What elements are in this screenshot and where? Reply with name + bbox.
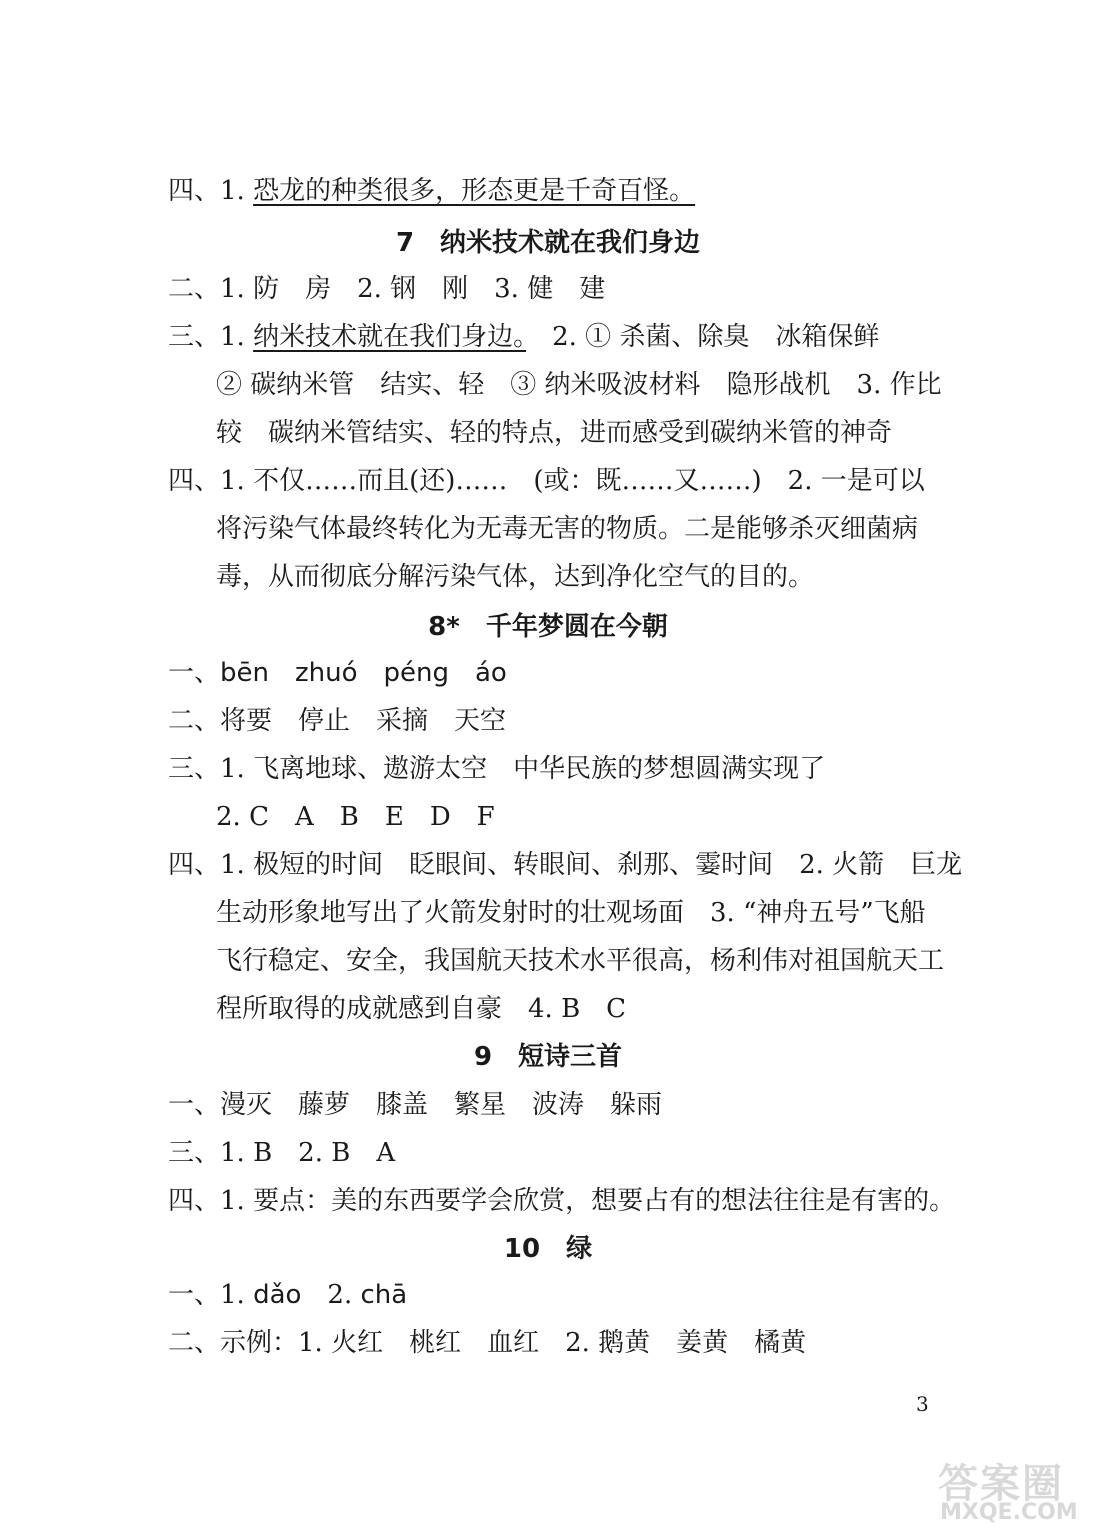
section-title-10: 10 绿	[503, 1234, 593, 1264]
underlined-answer: 纳米技术就在我们身边。	[253, 322, 527, 352]
answer-line: 2. C A B E D F	[216, 802, 495, 832]
answer-line: 一、漫灭 藤萝 膝盖 繁星 波涛 躲雨	[168, 1090, 663, 1120]
watermark-url: MXQE.COM	[940, 1500, 1078, 1525]
watermark-text: 答案圈	[938, 1461, 1064, 1507]
answer-line: 飞行稳定、安全，我国航天技术水平很高，杨利伟对祖国航天工	[216, 946, 945, 976]
answer-line: 生动形象地写出了火箭发射时的壮观场面 3. “神舟五号”飞船	[216, 898, 926, 928]
answer-line: 三、1. B 2. B A	[168, 1138, 396, 1168]
answer-line: 二、示例：1. 火红 桃红 血红 2. 鹅黄 姜黄 橘黄	[168, 1328, 807, 1358]
answer-line: 四、1. 不仅……而且(还)…… (或：既……又……) 2. 一是可以	[168, 466, 925, 496]
section-title-9: 9 短诗三首	[473, 1042, 623, 1072]
page-number: 3	[916, 1392, 929, 1416]
answer-line: 毒，从而彻底分解污染气体，达到净化空气的目的。	[216, 562, 815, 592]
answer-line: 四、1. 要点：美的东西要学会欣赏，想要占有的想法往往是有害的。	[168, 1186, 956, 1216]
underlined-answer: 恐龙的种类很多，形态更是千奇百怪。	[253, 176, 696, 206]
answer-line: 三、1. 纳米技术就在我们身边。 2. ① 杀菌、除臭 冰箱保鲜	[168, 322, 880, 352]
answer-line: 二、将要 停止 采摘 天空	[168, 706, 507, 736]
answer-line: ② 碳纳米管 结实、轻 ③ 纳米吸波材料 隐形战机 3. 作比	[216, 370, 942, 400]
answer-line: 二、1. 防 房 2. 钢 刚 3. 健 建	[168, 274, 606, 304]
pinyin: bēn zhuó péng áo	[220, 658, 507, 688]
answer-line: 三、1. 飞离地球、遨游太空 中华民族的梦想圆满实现了	[168, 754, 826, 784]
section-title-8: 8* 千年梦圆在今朝	[428, 612, 668, 642]
answer-line: 一、1. dǎo 2. chā	[168, 1280, 408, 1310]
pinyin: chā	[360, 1280, 408, 1310]
answer-line: 程所取得的成就感到自豪 4. B C	[216, 994, 627, 1024]
watermark-logo	[930, 1450, 1090, 1530]
answer-line: 一、bēn zhuó péng áo	[168, 658, 507, 688]
pinyin: dǎo	[253, 1280, 302, 1310]
answer-line: 四、1. 极短的时间 眨眼间、转眼间、刹那、霎时间 2. 火箭 巨龙	[168, 850, 963, 880]
answer-line: 较 碳纳米管结实、轻的特点，进而感受到碳纳米管的神奇	[216, 418, 893, 448]
section-title-7: 7 纳米技术就在我们身边	[395, 228, 701, 258]
answer-line: 将污染气体最终转化为无毒无害的物质。二是能够杀灭细菌病	[216, 514, 919, 544]
answer-line: 四、1. 恐龙的种类很多，形态更是千奇百怪。	[168, 176, 696, 206]
